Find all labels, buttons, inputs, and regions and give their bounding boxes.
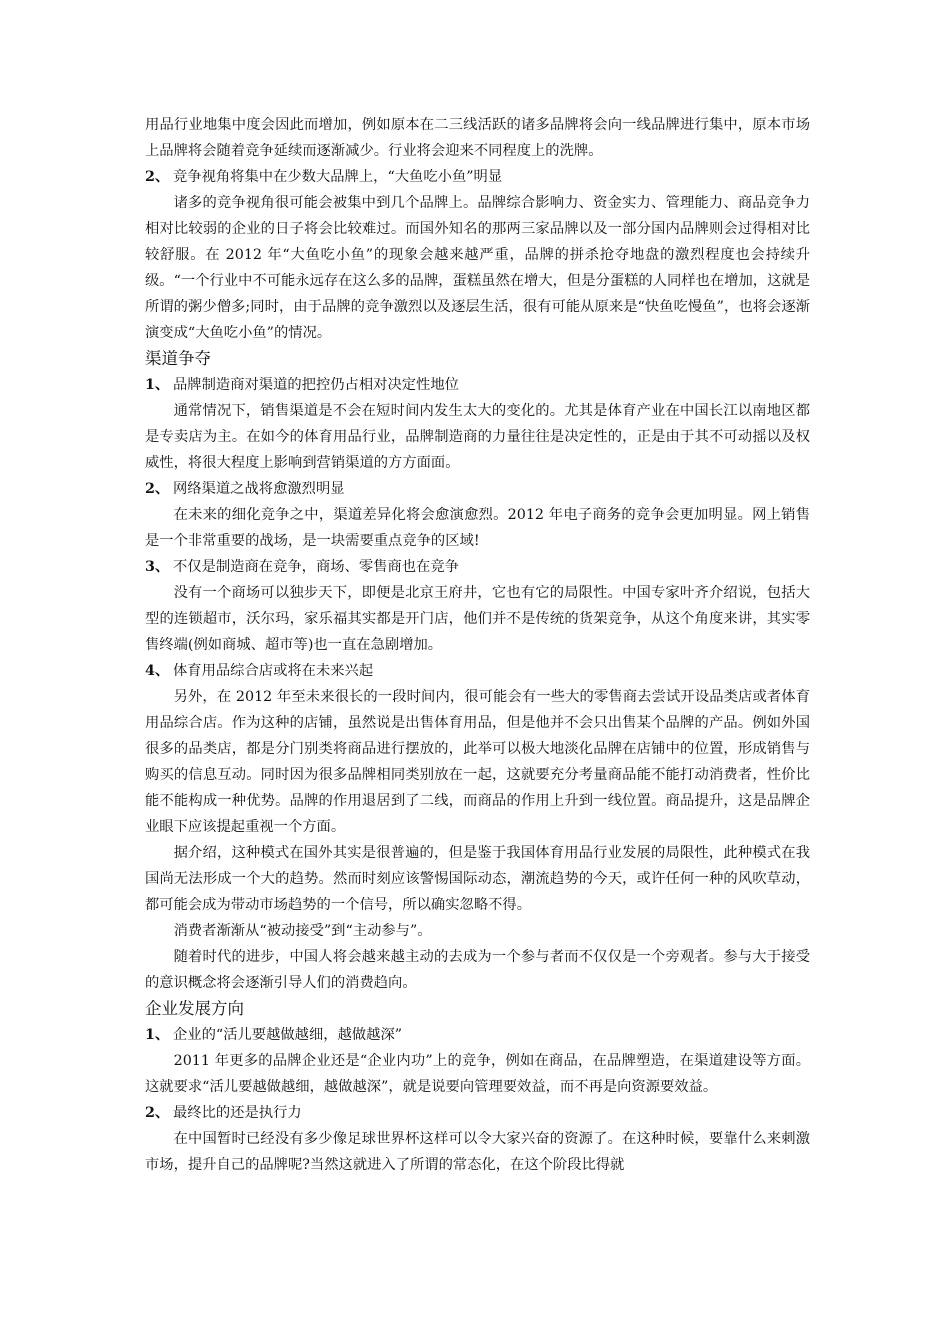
paragraph: 在未来的细化竞争之中，渠道差异化将会愈演愈烈。2012 年电子商务的竞争会更加明显。网上销售是一个非常重要的战场，是一块需要重点竞争的区域!	[145, 507, 810, 549]
document-page	[145, 112, 810, 1178]
list-item-heading	[145, 164, 810, 190]
list-heading-text: 品牌制造商对渠道的把控仍占相对决定性地位	[173, 377, 459, 393]
list-number: 2、	[145, 481, 170, 497]
list-number: 1、	[145, 377, 170, 393]
list-item-heading	[145, 476, 810, 502]
paragraph: 用品行业地集中度会因此而增加，例如原本在二三线活跃的诸多品牌将会向一线品牌进行集中，原本市场上品牌将会随着竞争延续而逐渐减少。行业将会迎来不同程度上的洗牌。	[145, 117, 810, 159]
list-heading-text: 不仅是制造商在竞争，商场、零售商也在竞争	[173, 559, 459, 575]
list-number: 1、	[145, 1027, 170, 1043]
paragraph: 据介绍，这种模式在国外其实是很普遍的，但是鉴于我国体育用品行业发展的局限性，此种模式在我国尚无法形成一个大的趋势。然而时刻应该警惕国际动态，潮流趋势的今天，或许任何一种的风吹草动，都可能会成为带动市场趋势的一个信号，所以确实忽略不得。	[145, 845, 810, 913]
paragraph: 随着时代的进步，中国人将会越来越主动的去成为一个参与者而不仅仅是一个旁观者。参与大于接受的意识概念将会逐渐引导人们的消费趋向。	[145, 949, 810, 991]
paragraph: 另外，在 2012 年至未来很长的一段时间内，很可能会有一些大的零售商去尝试开设品类店或者体育用品综合店。作为这种的店铺，虽然说是出售体育用品，但是他并不会只出售某个品牌的产品。例如外国很多的品类店，都是分门别类将商品进行摆放的，此举可以极大地淡化品牌在店铺中的位置，形成销售与购买的信息互动。同时因为很多品牌相同类别放在一起，这就要充分考量商品能不能打动消费者，性价比能不能构成一种优势。品牌的作用退居到了二线，而商品的作用上升到一线位置。商品提升，这是品牌企业眼下应该提起重视一个方面。	[145, 689, 810, 835]
section-heading: 企业发展方向	[145, 999, 244, 1018]
paragraph: 诸多的竞争视角很可能会被集中到几个品牌上。品牌综合影响力、资金实力、管理能力、商品竞争力相对比较弱的企业的日子将会比较难过。而国外知名的那两三家品牌以及一部分国内品牌则会过得相对比较舒服。在 2012 年“大鱼吃小鱼”的现象会越来越严重，品牌的拼杀抢夺地盘的激烈程度也会持续升级。“一个行业中不可能永远存在这么多的品牌，蛋糕虽然在增大，但是分蛋糕的人同样也在增加，这就是所谓的粥少僧多;同时，由于品牌的竞争激烈以及逐层生活，很有可能从原来是“快鱼吃慢鱼”，也将会逐渐演变成“大鱼吃小鱼”的情况。	[145, 195, 810, 341]
paragraph: 没有一个商场可以独步天下，即便是北京王府井，它也有它的局限性。中国专家叶齐介绍说，包括大型的连锁超市，沃尔玛，家乐福其实都是开门店，他们并不是传统的货架竞争，从这个角度来讲，其实零售终端(例如商城、超市等)也一直在急剧增加。	[145, 585, 810, 653]
list-heading-text: 体育用品综合店或将在未来兴起	[173, 663, 374, 679]
section-heading: 渠道争夺	[145, 349, 211, 368]
paragraph: 消费者渐渐从“被动接受”到“主动参与”。	[173, 923, 432, 939]
list-number: 2、	[145, 169, 170, 185]
list-item-heading	[145, 554, 810, 580]
list-number: 3、	[145, 559, 170, 575]
list-heading-text: 竞争视角将集中在少数大品牌上，“大鱼吃小鱼”明显	[173, 169, 503, 185]
paragraph: 通常情况下，销售渠道是不会在短时间内发生太大的变化的。尤其是体育产业在中国长江以南地区都是专卖店为主。在如今的体育用品行业，品牌制造商的力量往往是决定性的，正是由于其不可动摇以及权威性，将很大程度上影响到营销渠道的方方面面。	[145, 403, 810, 471]
list-heading-text: 企业的“活儿要越做越细，越做越深”	[173, 1027, 403, 1043]
paragraph: 2011 年更多的品牌企业还是“企业内功”上的竞争，例如在商品，在品牌塑造，在渠道建设等方面。这就要求“活儿要越做越细，越做越深”，就是说要向管理要效益，而不再是向资源要效益。	[145, 1053, 810, 1095]
list-number: 2、	[145, 1105, 170, 1121]
list-heading-text: 网络渠道之战将愈激烈明显	[173, 481, 345, 497]
list-heading-text: 最终比的还是执行力	[173, 1105, 302, 1121]
list-item-heading	[145, 1022, 810, 1048]
paragraph: 在中国暂时已经没有多少像足球世界杯这样可以令大家兴奋的资源了。在这种时候，要靠什么来刺激市场，提升自己的品牌呢?当然这就进入了所谓的常态化，在这个阶段比得就	[145, 1131, 810, 1173]
list-number: 4、	[145, 663, 170, 679]
list-item-heading	[145, 372, 810, 398]
list-item-heading	[145, 658, 810, 684]
list-item-heading	[145, 1100, 810, 1126]
